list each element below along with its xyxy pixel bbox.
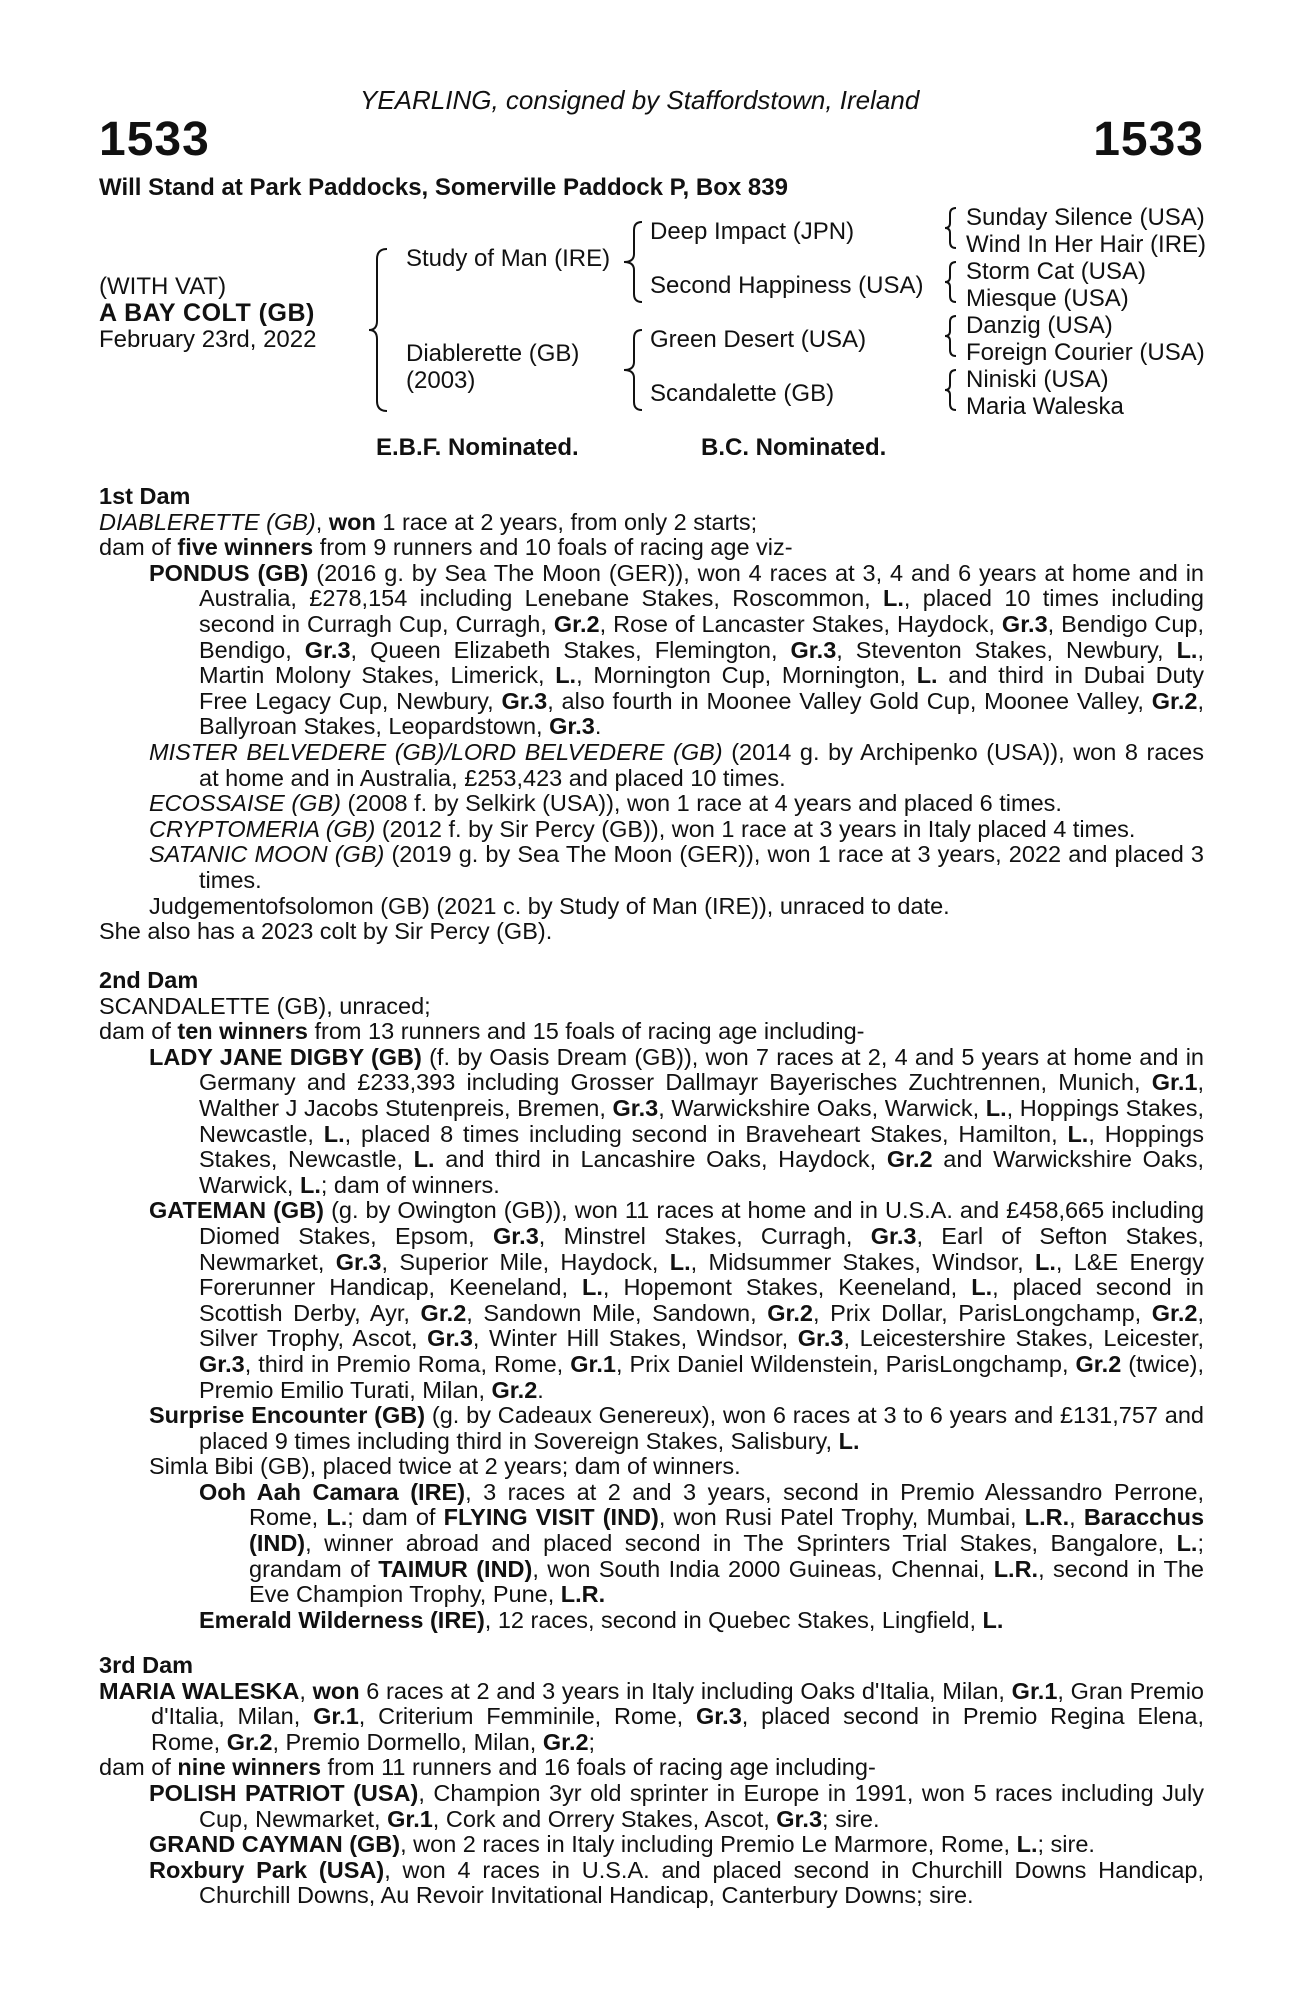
pedigree-dam-sire: Green Desert (USA)	[650, 326, 867, 353]
first-dam-produce-summary: dam of five winners from 9 runners and 10 foals of racing age viz-	[99, 534, 793, 561]
pedigree-sire-dam: Second Happiness (USA)	[650, 272, 924, 299]
second-dam-heading: 2nd Dam	[99, 967, 199, 993]
pedigree-gg-8: Maria Waleska	[966, 393, 1124, 420]
produce-satanic-moon: SATANIC MOON (GB) (2019 g. by Sea The Moon (GER)), won 1 race at 3 years, 2022 and placed 3 times.	[149, 841, 1204, 893]
produce-emerald-wilderness: Emerald Wilderness (IRE), 12 races, second in Quebec Stakes, Lingfield, L.	[199, 1606, 1004, 1633]
second-dam-line: SCANDALETTE (GB), unraced;	[99, 992, 431, 1019]
pedigree-dam-dam: Scandalette (GB)	[650, 380, 835, 407]
produce-ecossaise: ECOSSAISE (GB) (2008 f. by Selkirk (USA)), won 1 race at 4 years and placed 6 times.	[149, 790, 1062, 817]
first-dam-section	[99, 484, 1204, 945]
pedigree-brace-dam	[618, 326, 648, 416]
lot-number-right: 1533	[1093, 113, 1204, 166]
horse-dob: February 23rd, 2022	[99, 326, 317, 353]
pedigree-gg-7: Niniski (USA)	[966, 366, 1109, 393]
produce-surprise-encounter: Surprise Encounter (GB) (g. by Cadeaux Genereux), won 6 races at 3 to 6 years and £131,757 and placed 9 times including third in Sovereign Stakes, Salisbury, L.	[149, 1402, 1204, 1454]
vat-label: (WITH VAT)	[99, 273, 227, 300]
pedigree-gg-5: Danzig (USA)	[966, 312, 1113, 339]
pedigree-sire-sire: Deep Impact (JPN)	[650, 218, 855, 245]
pedigree-brace-main	[365, 245, 395, 415]
pedigree-gg-6: Foreign Courier (USA)	[966, 339, 1205, 366]
pedigree-dam: Diablerette (GB)	[406, 340, 580, 367]
pedigree-gg-2: Wind In Her Hair (IRE)	[966, 231, 1207, 258]
second-dam-produce-summary: dam of ten winners from 13 runners and 15 foals of racing age including-	[99, 1018, 865, 1045]
pedigree-sire: Study of Man (IRE)	[406, 245, 611, 272]
pedigree-dam-year: (2003)	[406, 367, 476, 394]
produce-ooh-aah-camara: Ooh Aah Camara (IRE), 3 races at 2 and 3 years, second in Premio Alessandro Perrone, Rome, L.; dam of FLYING VISIT (IND), won Rusi Patel Trophy, Mumbai, L.R., Baracchus (IND), winner abroad and placed second in The Sprinters Trial Stakes, Bangalore, L.; grandam of TAIMUR (IND), won South India 2000 Guineas, Chennai, L.R., second in The Eve Champion Trophy, Pune, L.R.	[199, 1478, 1205, 1608]
first-dam-line: DIABLERETTE (GB), won 1 race at 2 years, from only 2 starts;	[99, 508, 758, 535]
produce-judgementofsolomon: Judgementofsolomon (GB) (2021 c. by Study of Man (IRE)), unraced to date.	[149, 892, 950, 919]
third-dam-produce-summary: dam of nine winners from 11 runners and 16 foals of racing age including-	[99, 1754, 876, 1781]
produce-cryptomeria: CRYPTOMERIA (GB) (2012 f. by Sir Percy (GB)), won 1 race at 3 years in Italy placed 4 times.	[149, 815, 1136, 842]
pedigree-gg-4: Miesque (USA)	[966, 285, 1129, 312]
first-dam-heading: 1st Dam	[99, 483, 191, 509]
page-subtitle: YEARLING, consigned by Staffordstown, Ireland	[360, 85, 920, 115]
bc-nominated: B.C. Nominated.	[701, 434, 887, 461]
third-dam-line: MARIA WALESKA, won 6 races at 2 and 3 years in Italy including Oaks d'Italia, Milan, Gr.1, Gran Premio d'Italia, Milan, Gr.1, Criterium Femminile, Rome, Gr.3, placed second in Premio Regina Elena, Rome, Gr.2, Premio Dormello, Milan, Gr.2;	[99, 1677, 1205, 1755]
produce-simla-bibi: Simla Bibi (GB), placed twice at 2 years; dam of winners.	[149, 1453, 741, 1480]
pedigree-gg-3: Storm Cat (USA)	[966, 258, 1147, 285]
pedigree-gg-1: Sunday Silence (USA)	[966, 204, 1205, 231]
lot-number-left: 1533	[99, 113, 210, 166]
produce-mister-belvedere: MISTER BELVEDERE (GB)/LORD BELVEDERE (GB) (2014 g. by Archipenko (USA)), won 8 races at home and in Australia, £253,423 and placed 10 times.	[149, 738, 1205, 791]
produce-lady-jane-digby: LADY JANE DIGBY (GB) (f. by Oasis Dream (GB)), won 7 races at 2, 4 and 5 years at home and in Germany and £233,393 including Grosser Dallmayr Bayerisches Zuchtrennen, Munich, Gr.1, Walther J Jacobs Stutenpreis, Bremen, Gr.3, Warwickshire Oaks, Warwick, L., Hoppings Stakes, Newcastle, L., placed 8 times including second in Braveheart Stakes, Hamilton, L., Hoppings Stakes, Newcastle, L. and third in Lancashire Oaks, Haydock, Gr.2 and Warwickshire Oaks, Warwick, L.; dam of winners.	[149, 1043, 1205, 1198]
third-dam-heading: 3rd Dam	[99, 1652, 194, 1678]
ebf-nominated: E.B.F. Nominated.	[376, 434, 579, 461]
horse-name: A BAY COLT (GB)	[99, 299, 315, 327]
produce-gateman: GATEMAN (GB) (g. by Owington (GB)), won 11 races at home and in U.S.A. and £458,665 including Diomed Stakes, Epsom, Gr.3, Minstrel Stakes, Curragh, Gr.3, Earl of Sefton Stakes, Newmarket, Gr.3, Superior Mile, Haydock, L., Midsummer Stakes, Windsor, L., L&E Energy Forerunner Handicap, Keeneland, L., Hopemont Stakes, Keeneland, L., placed second in Scottish Derby, Ayr, Gr.2, Sandown Mile, Sandown, Gr.2, Prix Dollar, ParisLongchamp, Gr.2, Silver Trophy, Ascot, Gr.3, Winter Hill Stakes, Windsor, Gr.3, Leicestershire Stakes, Leicester, Gr.3, third in Premio Roma, Rome, Gr.1, Prix Daniel Wildenstein, ParisLongchamp, Gr.2 (twice), Premio Emilio Turati, Milan, Gr.2.	[149, 1197, 1205, 1403]
third-dam-section	[99, 1653, 1204, 1909]
second-dam-section	[99, 968, 1204, 1633]
pedigree-brace-sire	[618, 218, 648, 308]
produce-grand-cayman: GRAND CAYMAN (GB), won 2 races in Italy including Premio Le Marmore, Rome, L.; sire.	[149, 1831, 1095, 1858]
stand-location: Will Stand at Park Paddocks, Somerville Paddock P, Box 839	[99, 174, 788, 201]
first-dam-also: She also has a 2023 colt by Sir Percy (GB).	[99, 918, 553, 945]
produce-pondus: PONDUS (GB) (2016 g. by Sea The Moon (GER)), won 4 races at 3, 4 and 6 years at home and in Australia, £278,154 including Lenebane Stakes, Roscommon, L., placed 10 times including second in Curragh Cup, Curragh, Gr.2, Rose of Lancaster Stakes, Haydock, Gr.3, Bendigo Cup, Bendigo, Gr.3, Queen Elizabeth Stakes, Flemington, Gr.3, Steventon Stakes, Newbury, L., Martin Molony Stakes, Limerick, L., Mornington Cup, Mornington, L. and third in Dubai Duty Free Legacy Cup, Newbury, Gr.3, also fourth in Moonee Valley Gold Cup, Moonee Valley, Gr.2, Ballyroan Stakes, Leopardstown, Gr.3.	[149, 559, 1205, 740]
pedigree-brace-grand	[942, 204, 962, 424]
produce-polish-patriot: POLISH PATRIOT (USA), Champion 3yr old sprinter in Europe in 1991, won 5 races including July Cup, Newmarket, Gr.1, Cork and Orrery Stakes, Ascot, Gr.3; sire.	[149, 1779, 1204, 1832]
produce-roxbury-park: Roxbury Park (USA), won 4 races in U.S.A. and placed second in Churchill Downs Handicap, Churchill Downs, Au Revoir Invitational Handicap, Canterbury Downs; sire.	[149, 1856, 1204, 1909]
